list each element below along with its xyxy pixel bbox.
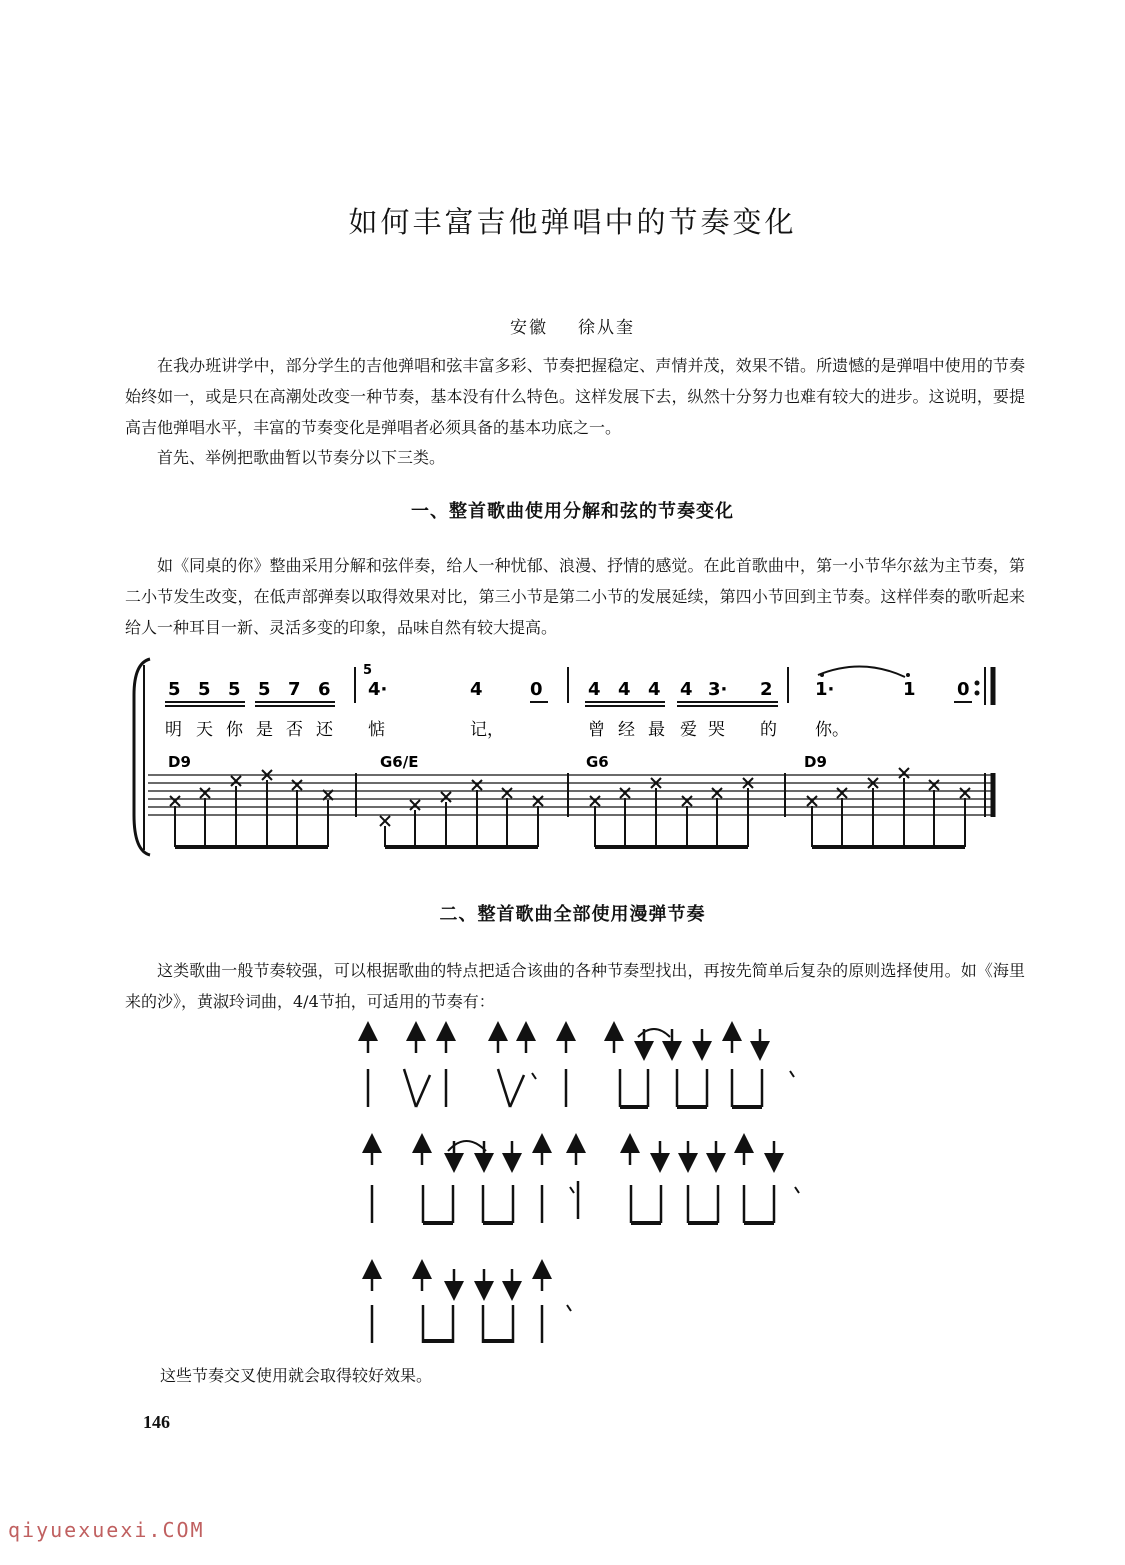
closing-text: 这些节奏交叉使用就会取得较好效果。: [160, 1366, 433, 1385]
lyric-char: 爱: [680, 720, 697, 740]
score-figure: [0, 655, 1125, 860]
rhythm-stem: [404, 1069, 416, 1107]
melody-note: 4: [470, 679, 483, 700]
lyric-char: 记，: [470, 720, 504, 740]
melody-note: 4: [588, 679, 601, 700]
chord-name: D9: [804, 753, 827, 771]
lyric-char: 曾: [588, 720, 605, 740]
section2-body: 这类歌曲一般节奏较强，可以根据歌曲的特点把适合该曲的各种节奏型找出，再按先简单后复杂的原则选择使用。如《海里来的沙》，黄淑玲词曲，4/4节拍，可适用的节奏有：: [125, 961, 1025, 1011]
chord-name: G6/E: [380, 753, 419, 771]
melody-note: 4: [680, 679, 693, 700]
melody-note: 5: [168, 679, 181, 700]
lyric-char: 天: [196, 720, 213, 740]
rhythm-patterns-figure: [0, 1015, 1125, 1355]
lyric-char: 哭: [708, 720, 725, 740]
classification-paragraph: 首先、举例把歌曲暂以节奏分以下三类。: [157, 448, 446, 467]
author-name: 徐从奎: [578, 318, 635, 338]
comma-mark: [570, 1187, 574, 1193]
melody-note: 7: [288, 679, 301, 700]
melody-note: 1·: [815, 679, 835, 700]
section2-heading: 二、整首歌曲全部使用漫弹节奏: [439, 904, 706, 925]
melody-note: 0: [530, 679, 543, 700]
chord-name: D9: [168, 753, 191, 771]
intro-paragraph: 在我办班讲学中，部分学生的吉他弹唱和弦丰富多彩、节奏把握稳定、声情并茂，效果不错。所遗憾的是弹唱中使用的节奏始终如一，或是只在高潮处改变一种节奏，基本没有什么特色。这样发展下去，纵然十分努力也难有较大的进步。这说明，要提高吉他弹唱水平，丰富的节奏变化是弹唱者必须具备的基本功底之一。: [125, 356, 1025, 437]
lyric-char: 你。: [815, 720, 849, 740]
comma-mark: [790, 1071, 794, 1077]
melody-note: 5: [198, 679, 211, 700]
melody-note: 5: [228, 679, 241, 700]
rhythm-stem: [416, 1075, 430, 1107]
lyric-char: 还: [316, 720, 333, 740]
lyric-char: 的: [760, 720, 777, 740]
lyric-char: 否: [286, 720, 303, 740]
page-title: 如何丰富吉他弹唱中的节奏变化: [348, 205, 797, 239]
octave-dot: [820, 673, 824, 677]
lyric-char: 经: [618, 720, 635, 740]
melody-note: 5: [258, 679, 271, 700]
page-number: 146: [143, 1412, 170, 1432]
rhythm-stem: [510, 1075, 524, 1107]
score-tie: [818, 666, 905, 677]
comma-mark: [532, 1073, 536, 1079]
lyric-char: 明: [165, 720, 182, 740]
chord-name: G6: [586, 753, 609, 771]
melody-note: 4: [618, 679, 631, 700]
guitar-staff-lines: [148, 775, 993, 815]
watermark: qiyuexuexi.COM: [8, 1518, 205, 1542]
guitar-staff-barlines: [356, 773, 993, 817]
author-line: [0, 313, 1125, 338]
section1-heading: 一、整首歌曲使用分解和弦的节奏变化: [411, 501, 734, 522]
rhythm-stem: [498, 1069, 510, 1107]
lyrics: [165, 720, 849, 740]
comma-mark: [567, 1305, 571, 1311]
melody-note: 2: [760, 679, 773, 700]
melody-note: 3·: [708, 679, 728, 700]
score-brace: [134, 659, 150, 855]
octave-dot: [906, 673, 910, 677]
melody-note: 6: [318, 679, 331, 700]
melody-note: 0: [957, 679, 970, 700]
lyric-char: 惦: [368, 720, 385, 740]
melody-note: 1: [903, 679, 916, 700]
melody-superscript: 5: [363, 663, 373, 678]
melody-note: 4·: [368, 679, 388, 700]
author-region: 安徽: [510, 318, 548, 338]
melody-note: 4: [648, 679, 661, 700]
comma-mark: [795, 1187, 799, 1193]
lyric-char: 最: [648, 720, 665, 740]
repeat-end-barline: [975, 667, 994, 705]
lyric-char: 你: [226, 720, 243, 740]
section1-body: 如《同桌的你》整曲采用分解和弦伴奏，给人一种忧郁、浪漫、抒情的感觉。在此首歌曲中，第一小节华尔兹为主节奏，第二小节发生改变，在低声部弹奏以取得效果对比，第三小节是第二小节的发展延续，第四小节回到主节奏。这样伴奏的歌听起来给人一种耳目一新、灵活多变的印象，品味自然有较大提高。: [125, 556, 1025, 637]
lyric-char: 是: [256, 720, 273, 740]
